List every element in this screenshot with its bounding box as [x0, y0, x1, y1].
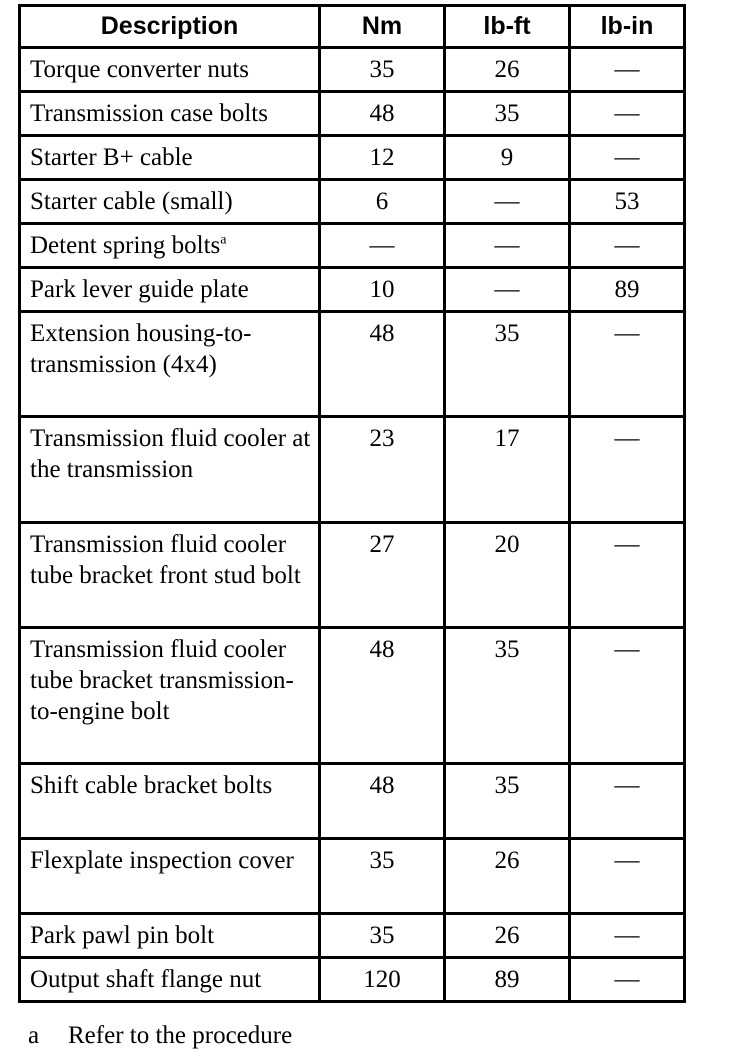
- row-nm: 6: [320, 180, 445, 224]
- row-lb-ft: 89: [445, 958, 570, 1002]
- row-nm: 27: [320, 523, 445, 628]
- table-row: [20, 268, 685, 312]
- row-nm: 48: [320, 628, 445, 764]
- row-description: Torque converter nuts: [20, 48, 320, 92]
- row-lb-ft: 20: [445, 523, 570, 628]
- row-lb-ft: —: [445, 268, 570, 312]
- footnote: [28, 1022, 292, 1050]
- row-lb-ft: 26: [445, 839, 570, 914]
- row-description: Transmission fluid cooler tube bracket front stud bolt: [20, 523, 320, 628]
- row-nm: 35: [320, 914, 445, 958]
- table-row: [20, 180, 685, 224]
- table-row: [20, 764, 685, 839]
- row-description: Flexplate inspection cover: [20, 839, 320, 914]
- torque-spec-table: [18, 4, 686, 1003]
- row-lb-ft: 35: [445, 92, 570, 136]
- row-lb-in: 89: [570, 268, 685, 312]
- row-description: Shift cable bracket bolts: [20, 764, 320, 839]
- table-row: [20, 417, 685, 523]
- table-row: [20, 136, 685, 180]
- footnote-text: Refer to the procedure: [68, 1022, 293, 1049]
- row-description: Starter B+ cable: [20, 136, 320, 180]
- table-row: [20, 914, 685, 958]
- row-lb-ft: 26: [445, 48, 570, 92]
- row-description-text: Detent spring bolts: [30, 232, 221, 259]
- row-lb-in: —: [570, 312, 685, 417]
- footnote-reference: a: [220, 232, 227, 248]
- row-nm: 48: [320, 92, 445, 136]
- row-description: Park lever guide plate: [20, 268, 320, 312]
- row-lb-ft: 9: [445, 136, 570, 180]
- row-lb-in: —: [570, 48, 685, 92]
- row-lb-ft: —: [445, 180, 570, 224]
- row-lb-ft: —: [445, 224, 570, 268]
- row-nm: 10: [320, 268, 445, 312]
- row-description: Extension housing-to-transmission (4x4): [20, 312, 320, 417]
- row-lb-in: —: [570, 92, 685, 136]
- row-nm: 23: [320, 417, 445, 523]
- table-row: [20, 628, 685, 764]
- table-row: [20, 224, 685, 268]
- row-description: Transmission fluid cooler tube bracket transmission-to-engine bolt: [20, 628, 320, 764]
- row-lb-in: —: [570, 224, 685, 268]
- row-lb-in: —: [570, 417, 685, 523]
- row-lb-ft: 17: [445, 417, 570, 523]
- row-description: Transmission case bolts: [20, 92, 320, 136]
- row-lb-in: —: [570, 839, 685, 914]
- header-lb-in: lb-in: [570, 6, 685, 48]
- table-row: [20, 312, 685, 417]
- row-nm: 12: [320, 136, 445, 180]
- row-lb-in: —: [570, 764, 685, 839]
- table-row: [20, 523, 685, 628]
- row-nm: 48: [320, 312, 445, 417]
- row-lb-in: —: [570, 958, 685, 1002]
- footnote-marker: a: [28, 1022, 40, 1049]
- row-nm: —: [320, 224, 445, 268]
- header-nm: Nm: [320, 6, 445, 48]
- table-row: [20, 48, 685, 92]
- row-description: Transmission fluid cooler at the transmission: [20, 417, 320, 523]
- row-lb-in: —: [570, 628, 685, 764]
- row-nm: 35: [320, 48, 445, 92]
- row-nm: 35: [320, 839, 445, 914]
- row-lb-ft: 26: [445, 914, 570, 958]
- row-lb-in: —: [570, 523, 685, 628]
- row-lb-ft: 35: [445, 628, 570, 764]
- row-lb-in: —: [570, 136, 685, 180]
- header-description: Description: [20, 6, 320, 48]
- row-description: [20, 224, 320, 268]
- header-lb-ft: lb-ft: [445, 6, 570, 48]
- row-nm: 120: [320, 958, 445, 1002]
- row-lb-ft: 35: [445, 764, 570, 839]
- header-row: [20, 6, 685, 48]
- row-lb-in: 53: [570, 180, 685, 224]
- table-row: [20, 958, 685, 1002]
- table-row: [20, 839, 685, 914]
- row-description: Starter cable (small): [20, 180, 320, 224]
- table-row: [20, 92, 685, 136]
- row-lb-in: —: [570, 914, 685, 958]
- row-nm: 48: [320, 764, 445, 839]
- row-description: Output shaft flange nut: [20, 958, 320, 1002]
- row-description: Park pawl pin bolt: [20, 914, 320, 958]
- row-lb-ft: 35: [445, 312, 570, 417]
